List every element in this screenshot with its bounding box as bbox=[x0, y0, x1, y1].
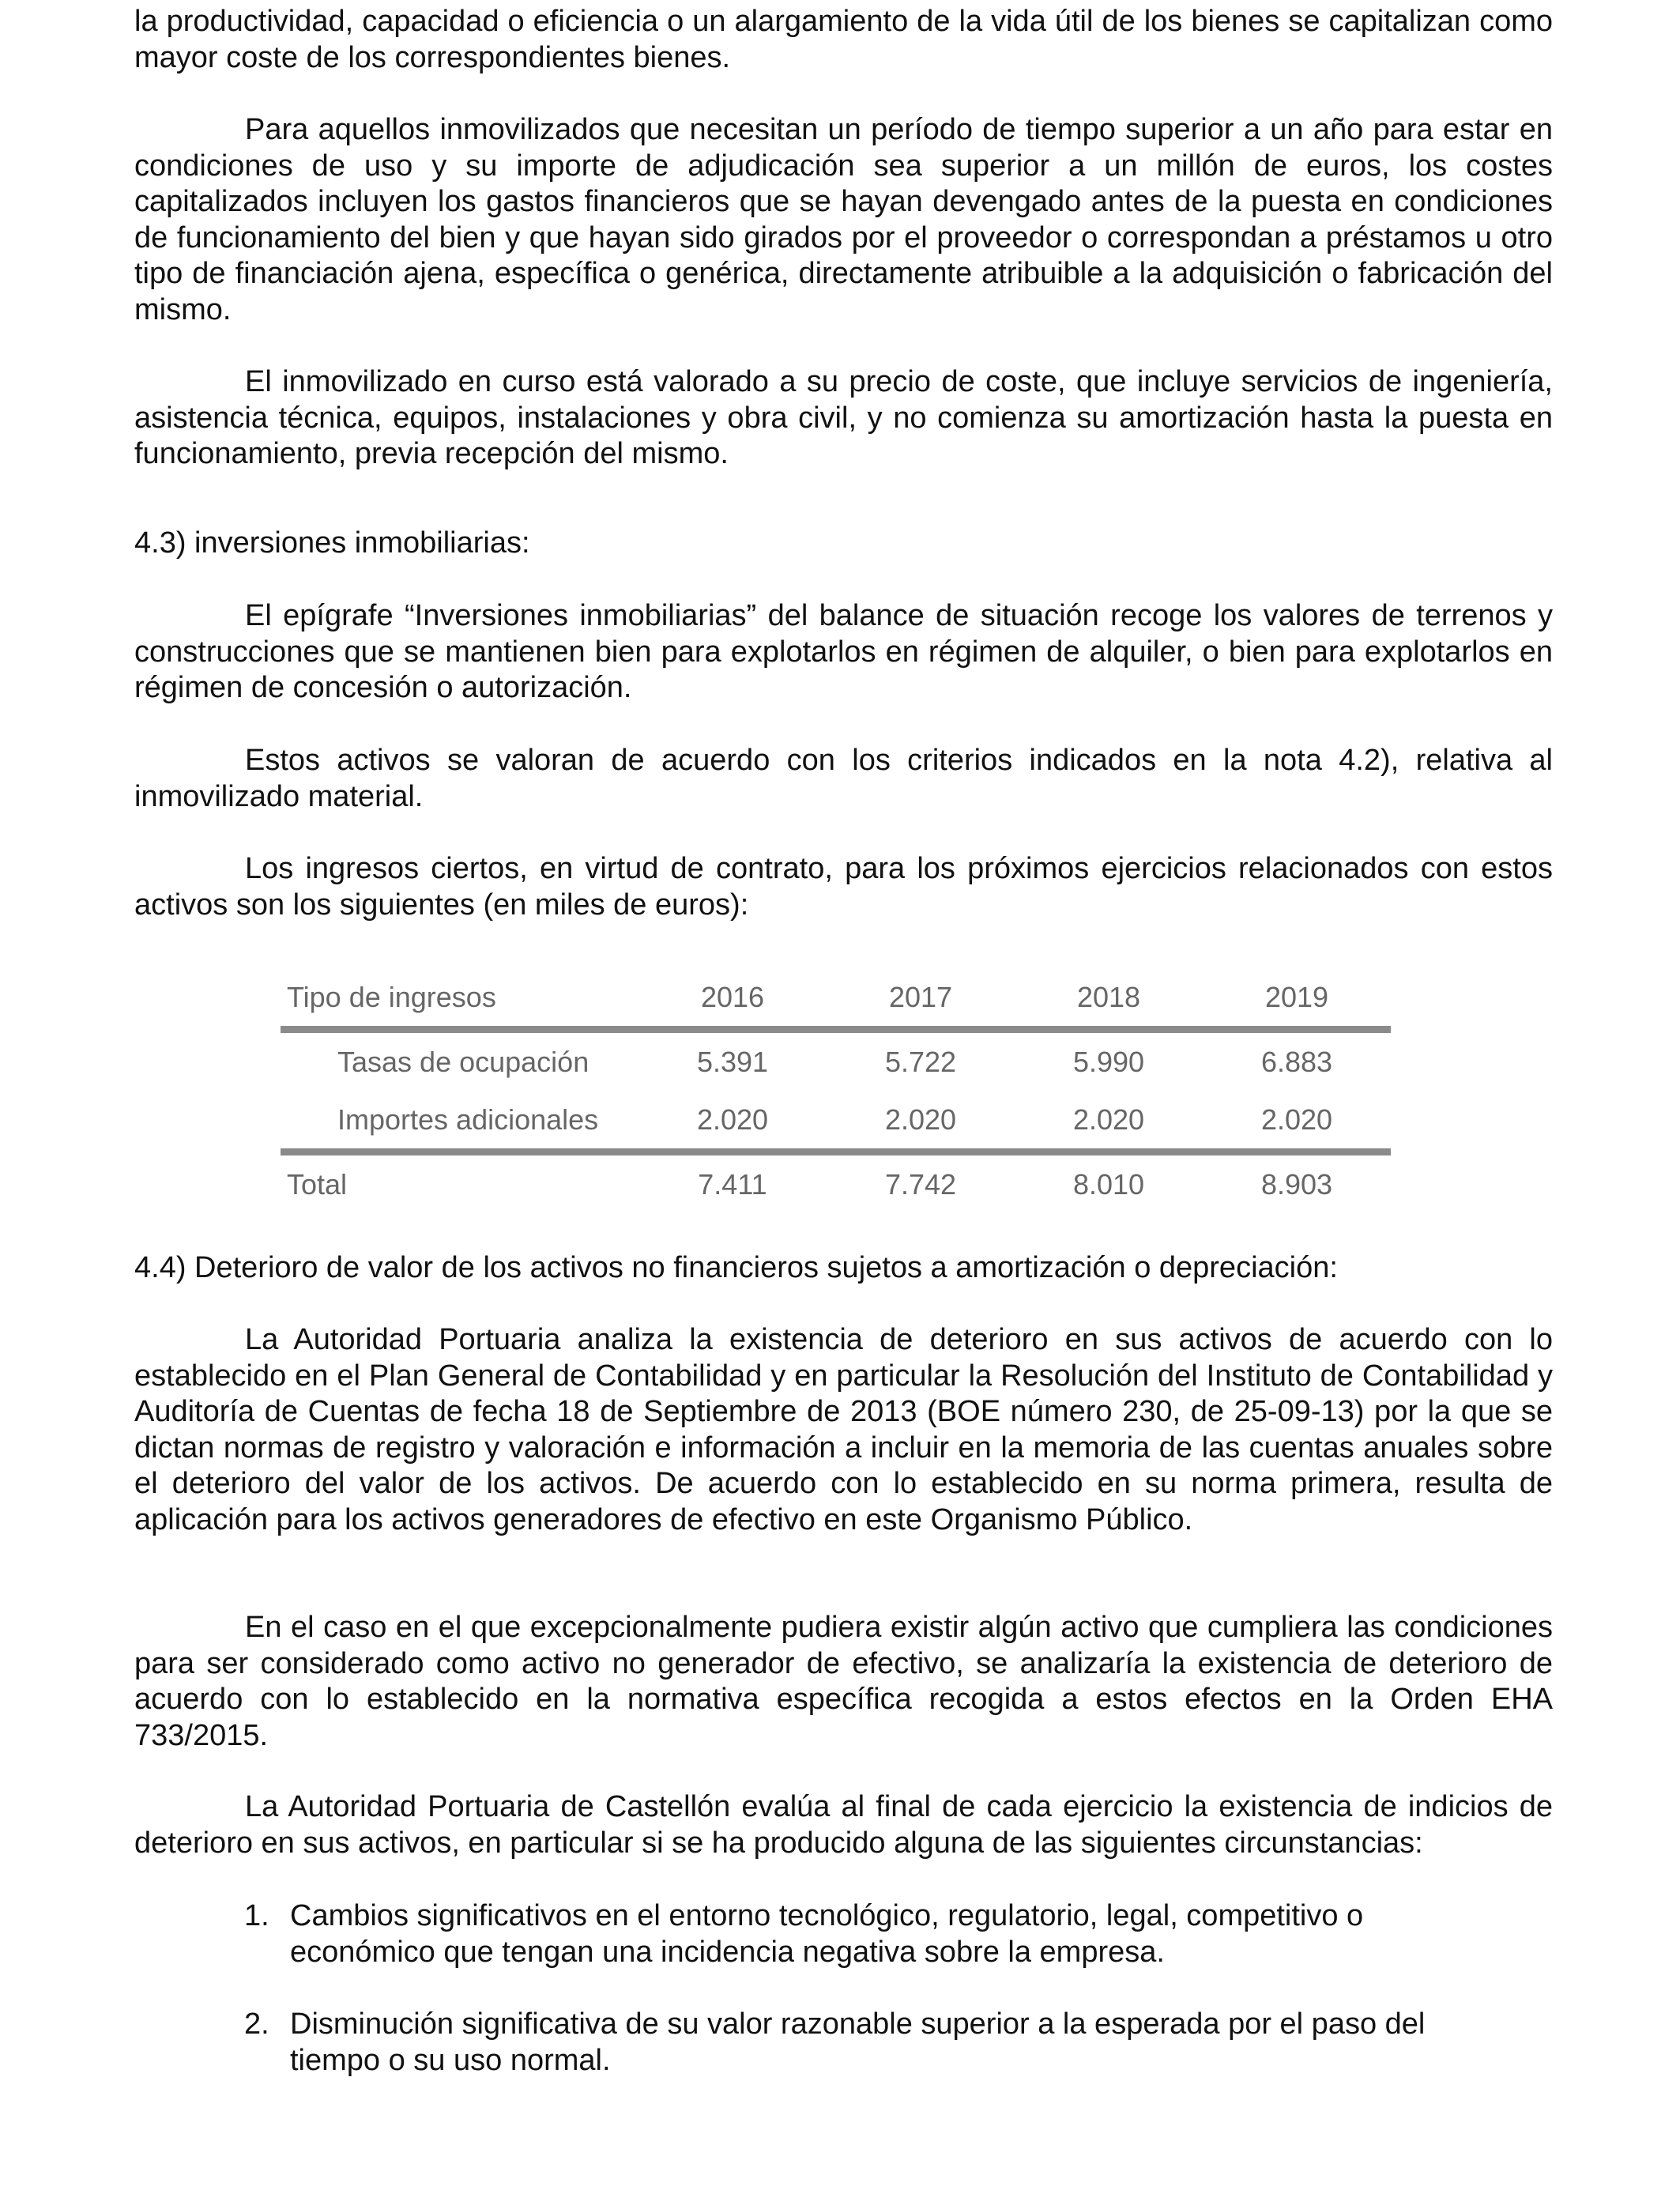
section-heading-4-4: 4.4) Deterioro de valor de los activos no financieros sujetos a amortización o depreciación: bbox=[134, 1251, 1338, 1284]
paragraph-financial-costs: Para aquellos inmovilizados que necesitan un período de tiempo superior a un año para estar en condiciones de uso y su importe de adjudicación sea superior a un millón de euros, los costes capitalizados incluyen los gastos financieros que se hayan devengado antes de la puesta en condiciones de funcionamiento del bien y que hayan sido girados por el proveedor o correspondan a préstamos u otro tipo de financiación ajena, específica o genérica, directamente atribuible a la adquisición o fabricación del mismo. bbox=[134, 113, 1553, 326]
income-table-cell: 2.020 bbox=[638, 1091, 827, 1152]
income-table-row-label: Tasas de ocupación bbox=[337, 1045, 590, 1078]
text-section-in-progress bbox=[134, 364, 1553, 473]
paragraph-valuation: Estos activos se valoran de acuerdo con los criterios indicados en la nota 4.2), relativa al inmovilizado material. bbox=[134, 744, 1553, 813]
paragraph-non-cash: En el caso en el que excepcionalmente pudiera existir algún activo que cumpliera las condiciones para ser considerado como activo no generador de efectivo, se analizaría la existencia de deterioro de acuerdo con lo establecido en la normativa específica recogida a estos efectos en la Orden EHA 733/2015. bbox=[134, 1611, 1553, 1752]
income-table-cell: 2.020 bbox=[1203, 1091, 1391, 1152]
section-heading-4-3: 4.3) inversiones inmobiliarias: bbox=[134, 526, 530, 560]
income-table-row-label: Importes adicionales bbox=[281, 1091, 638, 1152]
income-table bbox=[281, 968, 1391, 1213]
income-table-year: 2019 bbox=[1203, 968, 1391, 1030]
income-table-total-label: Total bbox=[287, 1167, 348, 1201]
table-row bbox=[281, 1030, 1391, 1091]
paragraph-evaluation: La Autoridad Portuaria de Castellón evalúa al final de cada ejercicio la existencia de indicios de deterioro en sus activos, en particular si se ha producido alguna de las siguientes circunstancias: bbox=[134, 1790, 1553, 1860]
text-section-investments bbox=[134, 598, 1553, 707]
income-table-total-cell: 8.903 bbox=[1260, 1167, 1333, 1201]
text-section-top bbox=[134, 4, 1553, 76]
income-table-cell: 5.722 bbox=[884, 1045, 957, 1078]
paragraph-impairment: La Autoridad Portuaria analiza la existencia de deterioro en sus activos de acuerdo con lo establecido en el Plan General de Contabilidad y en particular la Resolución del Instituto de Contabilidad y Auditoría de Cuentas de fecha 18 de Septiembre de 2013 (BOE número 230, de 25-09-13) por la que se dictan normas de registro y valoración e información a incluir en la memoria de las cuentas anuales sobre el deterioro del valor de los activos. De acuerdo con lo establecido en su norma primera, resulta de aplicación para los activos generadores de efectivo en este Organismo Público. bbox=[134, 1323, 1553, 1536]
list-item bbox=[244, 1898, 1553, 1970]
income-table-cell: 2.020 bbox=[827, 1091, 1015, 1152]
list-item-text: Cambios significativos en el entorno tecnológico, regulatorio, legal, competitivo o bbox=[290, 1899, 1364, 1932]
list-item-text-cont: tiempo o su uso normal. bbox=[290, 2043, 611, 2077]
income-table-cell: 5.391 bbox=[696, 1045, 769, 1078]
income-table-total-cell: 7.742 bbox=[884, 1167, 957, 1201]
text-section-4-4 bbox=[134, 1250, 1553, 1287]
income-table-total-cell: 8.010 bbox=[1072, 1167, 1145, 1201]
list-item-text: Disminución significativa de su valor razonable superior a la esperada por el paso del bbox=[290, 2007, 1426, 2041]
text-section-4-3 bbox=[134, 526, 1553, 562]
paragraph-in-progress: El inmovilizado en curso está valorado a su precio de coste, que incluye servicios de ingeniería, asistencia técnica, equipos, instalaciones y obra civil, y no comienza su amortización hasta la puesta en funcionamiento, previa recepción del mismo. bbox=[134, 365, 1553, 470]
text-section-valuation bbox=[134, 743, 1553, 815]
income-table-year: 2016 bbox=[638, 968, 827, 1030]
income-table-year: 2018 bbox=[1015, 968, 1203, 1030]
list-item-text-cont: económico que tengan una incidencia negativa sobre la empresa. bbox=[290, 1935, 1165, 1969]
income-table-total-cell: 7.411 bbox=[698, 1167, 767, 1201]
text-section-evaluation bbox=[134, 1789, 1553, 1861]
income-table-cell: 2.020 bbox=[1015, 1091, 1203, 1152]
income-table-cell: 5.990 bbox=[1072, 1045, 1145, 1078]
list-item-number: 2. bbox=[244, 2007, 269, 2041]
list-item-number: 1. bbox=[244, 1899, 269, 1932]
text-section-financial-costs bbox=[134, 112, 1553, 328]
paragraph-income: Los ingresos ciertos, en virtud de contrato, para los próximos ejercicios relacionados con estos activos son los siguientes (en miles de euros): bbox=[134, 852, 1553, 922]
text-section-non-cash bbox=[134, 1610, 1553, 1754]
text-section-income bbox=[134, 851, 1553, 923]
paragraph-capitalization: la productividad, capacidad o eficiencia o un alargamiento de la vida útil de los bienes se capitalizan como mayor coste de los correspondientes bienes. bbox=[134, 5, 1553, 74]
income-table-header-row bbox=[281, 968, 1391, 1030]
income-table-total-row bbox=[281, 1152, 1391, 1214]
table-row bbox=[281, 1091, 1391, 1152]
income-table-year: 2017 bbox=[827, 968, 1015, 1030]
list-item bbox=[244, 2007, 1553, 2079]
income-table-header-label: Tipo de ingresos bbox=[281, 968, 638, 1030]
text-section-impairment bbox=[134, 1322, 1553, 1538]
paragraph-investments: El epígrafe “Inversiones inmobiliarias” del balance de situación recoge los valores de terrenos y construcciones que se mantienen bien para explotarlos en régimen de alquiler, o bien para explotarlos en régimen de concesión o autorización. bbox=[134, 599, 1553, 704]
income-table-cell: 6.883 bbox=[1260, 1045, 1333, 1078]
